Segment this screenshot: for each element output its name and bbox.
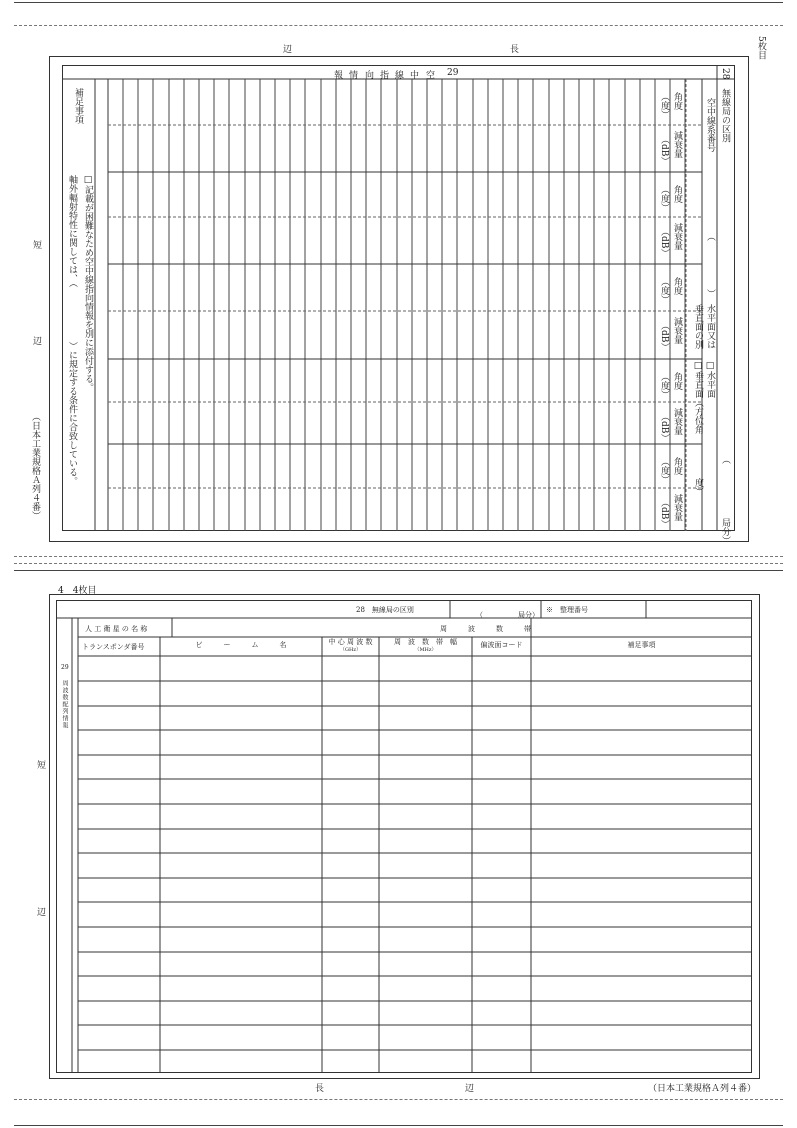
sheet4-reference-label: ※ 整理番号 bbox=[546, 606, 588, 614]
sheet5-vertical-close: 度） bbox=[693, 478, 703, 496]
attenuation-unit-4: （dB） bbox=[659, 498, 669, 529]
sheet4-edge-short-2: 辺 bbox=[37, 908, 47, 918]
sheet5-item29-num: 29 bbox=[447, 68, 459, 78]
angle-unit-3: （度） bbox=[659, 372, 669, 399]
col-center-freq: 中 心 周 波 数 bbox=[328, 638, 373, 646]
sheet5-edge-short-1: 短 bbox=[33, 241, 43, 251]
sheet4-item29-num: 29 bbox=[61, 664, 69, 671]
col-transponder: トランスポンダ番号 bbox=[82, 643, 145, 651]
sheet4-item29-label: 周波数配列情報 bbox=[61, 680, 68, 729]
col-bandwidth-unit: （MHz） bbox=[414, 647, 437, 653]
sheet5-horizontal-option[interactable]: □水平面 bbox=[705, 361, 715, 398]
item29-char-1: 中 bbox=[410, 71, 420, 81]
sheet5-radiation-note: 軸外輻射特性に関しては、（ ）に規定する条件に合致している。 bbox=[67, 175, 77, 486]
sheet4-standard-note: （日本工業規格Ａ列４番） bbox=[648, 1084, 757, 1094]
sheet4-edge-long-2: 辺 bbox=[465, 1084, 475, 1094]
sheet5-label: 5枚目 bbox=[756, 36, 766, 60]
sheet5-vertical-option[interactable]: □垂直面（方位角 bbox=[693, 361, 703, 434]
angle-unit-1: （度） bbox=[659, 185, 669, 212]
attenuation-unit-2: （dB） bbox=[659, 321, 669, 352]
attenuation-label-1: 減衰量 bbox=[672, 223, 682, 250]
col-supplement: 補足事項 bbox=[627, 641, 656, 649]
sheet4-satellite-name: 人 工 衛 星 の 名 称 bbox=[85, 625, 148, 633]
col-polarization: 偏波面コード bbox=[480, 641, 523, 649]
attenuation-label-0: 減衰量 bbox=[672, 131, 682, 158]
item29-char-6: 報 bbox=[334, 71, 344, 81]
sheet4-station-paren: （ 局分） bbox=[476, 611, 539, 619]
sheet5-edge-short-2: 辺 bbox=[33, 337, 43, 347]
angle-label-1: 角度 bbox=[672, 185, 682, 203]
item29-char-4: 向 bbox=[365, 71, 375, 81]
item29-char-5: 情 bbox=[349, 71, 359, 81]
sheet4-frequency-band: 周 波 数 帯 bbox=[440, 625, 531, 633]
attenuation-unit-3: （dB） bbox=[659, 412, 669, 443]
angle-unit-2: （度） bbox=[659, 277, 669, 304]
attenuation-unit-0: （dB） bbox=[659, 135, 669, 166]
item29-char-3: 指 bbox=[380, 71, 390, 81]
item29-char-0: 空 bbox=[426, 71, 436, 81]
sheet5-check-note[interactable]: □記載が困難なため空中線指向情報を別に添付する。 bbox=[83, 175, 93, 392]
sheet5-item28: 28 無線局の区別 bbox=[720, 68, 730, 143]
angle-unit-4: （度） bbox=[659, 457, 669, 484]
sheet5-supplement-label: 補足事項 bbox=[73, 88, 83, 124]
attenuation-label-2: 減衰量 bbox=[672, 317, 682, 344]
col-beam: ビ ー ム 名 bbox=[195, 641, 287, 649]
angle-unit-0: （度） bbox=[659, 92, 669, 119]
sheet4-label: 4 4枚目 bbox=[58, 586, 97, 596]
bottom-rule bbox=[14, 1125, 783, 1126]
sheet5-plane-label: 水平面又は bbox=[705, 304, 715, 349]
attenuation-label-4: 減衰量 bbox=[672, 494, 682, 521]
angle-label-2: 角度 bbox=[672, 277, 682, 295]
angle-label-0: 角度 bbox=[672, 92, 682, 110]
attenuation-label-3: 減衰量 bbox=[672, 408, 682, 435]
col-bandwidth: 周 波 数 帯 幅 bbox=[394, 638, 457, 646]
sheet5-station-paren-open: （ 局分） bbox=[720, 455, 730, 545]
sheet5-standard-note: （日本工業規格Ａ列４番） bbox=[30, 412, 40, 520]
sheet5-series-number: 空中線系番号 bbox=[705, 98, 715, 152]
sheet5-edge-long-1: 辺 bbox=[283, 45, 293, 55]
item29-char-2: 線 bbox=[395, 71, 405, 81]
sheet5-plane-label2: 垂直面の別 bbox=[693, 304, 703, 349]
cut-line-bottom bbox=[14, 1099, 783, 1100]
col-center-freq-unit: （GHz） bbox=[340, 647, 361, 653]
sheet4-edge-short-1: 短 bbox=[37, 761, 47, 771]
sheet5-edge-long-2: 長 bbox=[510, 45, 520, 55]
sheet4-edge-long-1: 長 bbox=[315, 1084, 325, 1094]
attenuation-unit-1: （dB） bbox=[659, 227, 669, 258]
angle-label-3: 角度 bbox=[672, 372, 682, 390]
sheet4-item28: 28 無線局の区別 bbox=[356, 606, 414, 614]
angle-label-4: 角度 bbox=[672, 457, 682, 475]
sheet5-paren-a: （ bbox=[705, 232, 715, 241]
sheet5-paren-b: ） bbox=[705, 289, 715, 298]
